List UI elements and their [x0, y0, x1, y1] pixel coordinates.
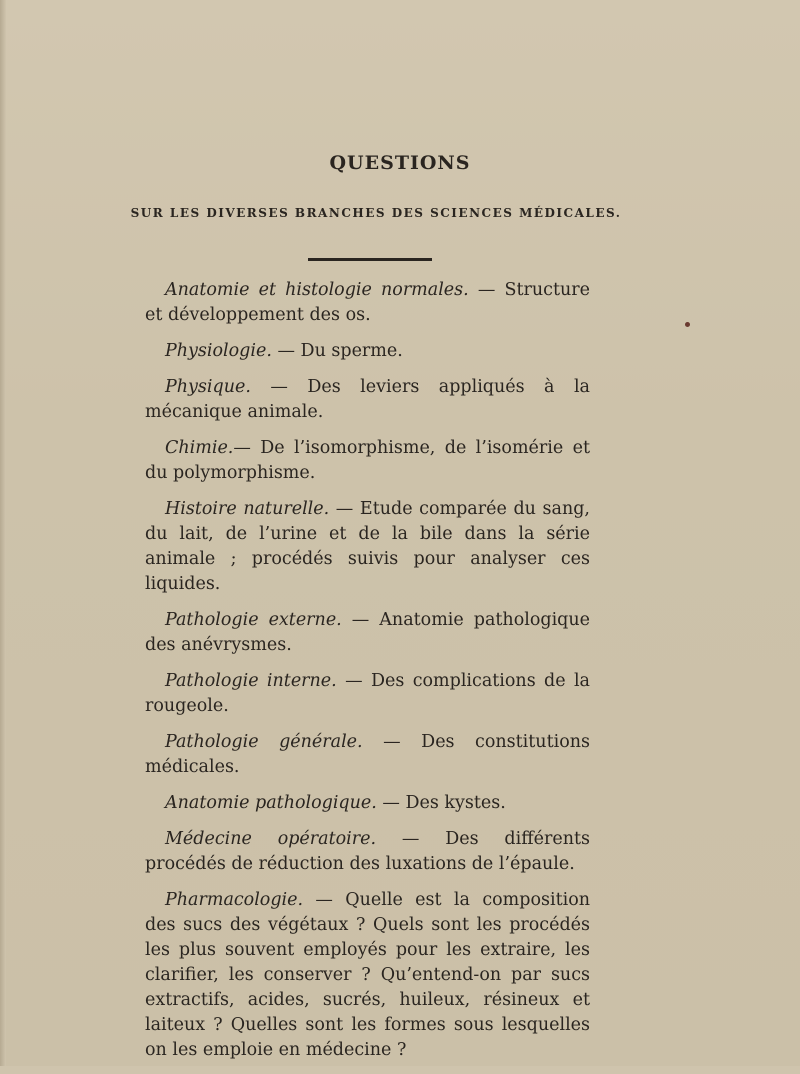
- question-anatomie: [145, 278, 590, 328]
- question-text: — Quelle est la composition des sucs des végétaux ? Quels sont les procédés les plus souvent employés pour les extraire, les clarifier, les conserver ? Qu’entend-on par sucs extractifs, acides, sucrés, huileux, résineux et laiteux ? Quelles sont les formes sous lesquelles on les emploie en médecine ?: [145, 890, 590, 1060]
- question-text: — Du sperme.: [271, 341, 403, 361]
- question-text: — Anatomie pathologique des anévrysmes.: [145, 610, 590, 655]
- question-text: — Des leviers appliqués à la mécanique animale.: [145, 377, 590, 422]
- question-text: — Des complications de la rougeole.: [145, 671, 590, 716]
- question-text: — Des constitutions médicales.: [145, 732, 590, 777]
- question-topic: Pharmacologie.: [165, 890, 304, 910]
- question-topic: Anatomie et histologie normales.: [165, 280, 469, 300]
- question-topic: Médecine opératoire.: [165, 829, 377, 849]
- page-subtitle: SUR LES DIVERSES BRANCHES DES SCIENCES MÉDICALES.: [130, 206, 622, 220]
- divider-rule: [308, 258, 432, 261]
- question-text: — De l’isomorphisme, de l’isomérie et du polymorphisme.: [145, 438, 590, 483]
- ink-spot: [685, 322, 690, 327]
- questions-list: [145, 278, 590, 1074]
- question-pathologie-externe: [145, 608, 590, 658]
- question-text: — Structure et développement des os.: [145, 280, 591, 325]
- question-pharmacologie: [145, 888, 590, 1063]
- question-physiologie: [145, 339, 590, 364]
- question-topic: Pathologie générale.: [165, 732, 363, 752]
- question-text: — Des kystes.: [376, 793, 506, 813]
- question-topic: Chimie.: [165, 438, 234, 458]
- question-anatomie-pathologique: [145, 791, 590, 816]
- question-pathologie-interne: [145, 669, 590, 719]
- question-topic: Pathologie externe.: [165, 610, 342, 630]
- question-text: — Etude comparée du sang, du lait, de l’urine et de la bile dans la série animale ; procédés suivis pour analyser ces liquides.: [145, 499, 590, 594]
- question-topic: Physique.: [165, 377, 251, 397]
- question-topic: Physiologie.: [165, 341, 272, 361]
- question-topic: Anatomie pathologique.: [165, 793, 377, 813]
- question-topic: Pathologie interne.: [165, 671, 337, 691]
- question-chimie: [145, 436, 590, 486]
- question-medecine-operatoire: [145, 827, 590, 877]
- question-topic: Histoire naturelle.: [165, 499, 330, 519]
- question-text: — Des différents procédés de réduction des luxations de l’épaule.: [145, 829, 591, 874]
- question-pathologie-generale: [145, 730, 590, 780]
- page-title: QUESTIONS: [329, 152, 471, 174]
- question-physique: [145, 375, 590, 425]
- question-histoire-naturelle: [145, 497, 590, 597]
